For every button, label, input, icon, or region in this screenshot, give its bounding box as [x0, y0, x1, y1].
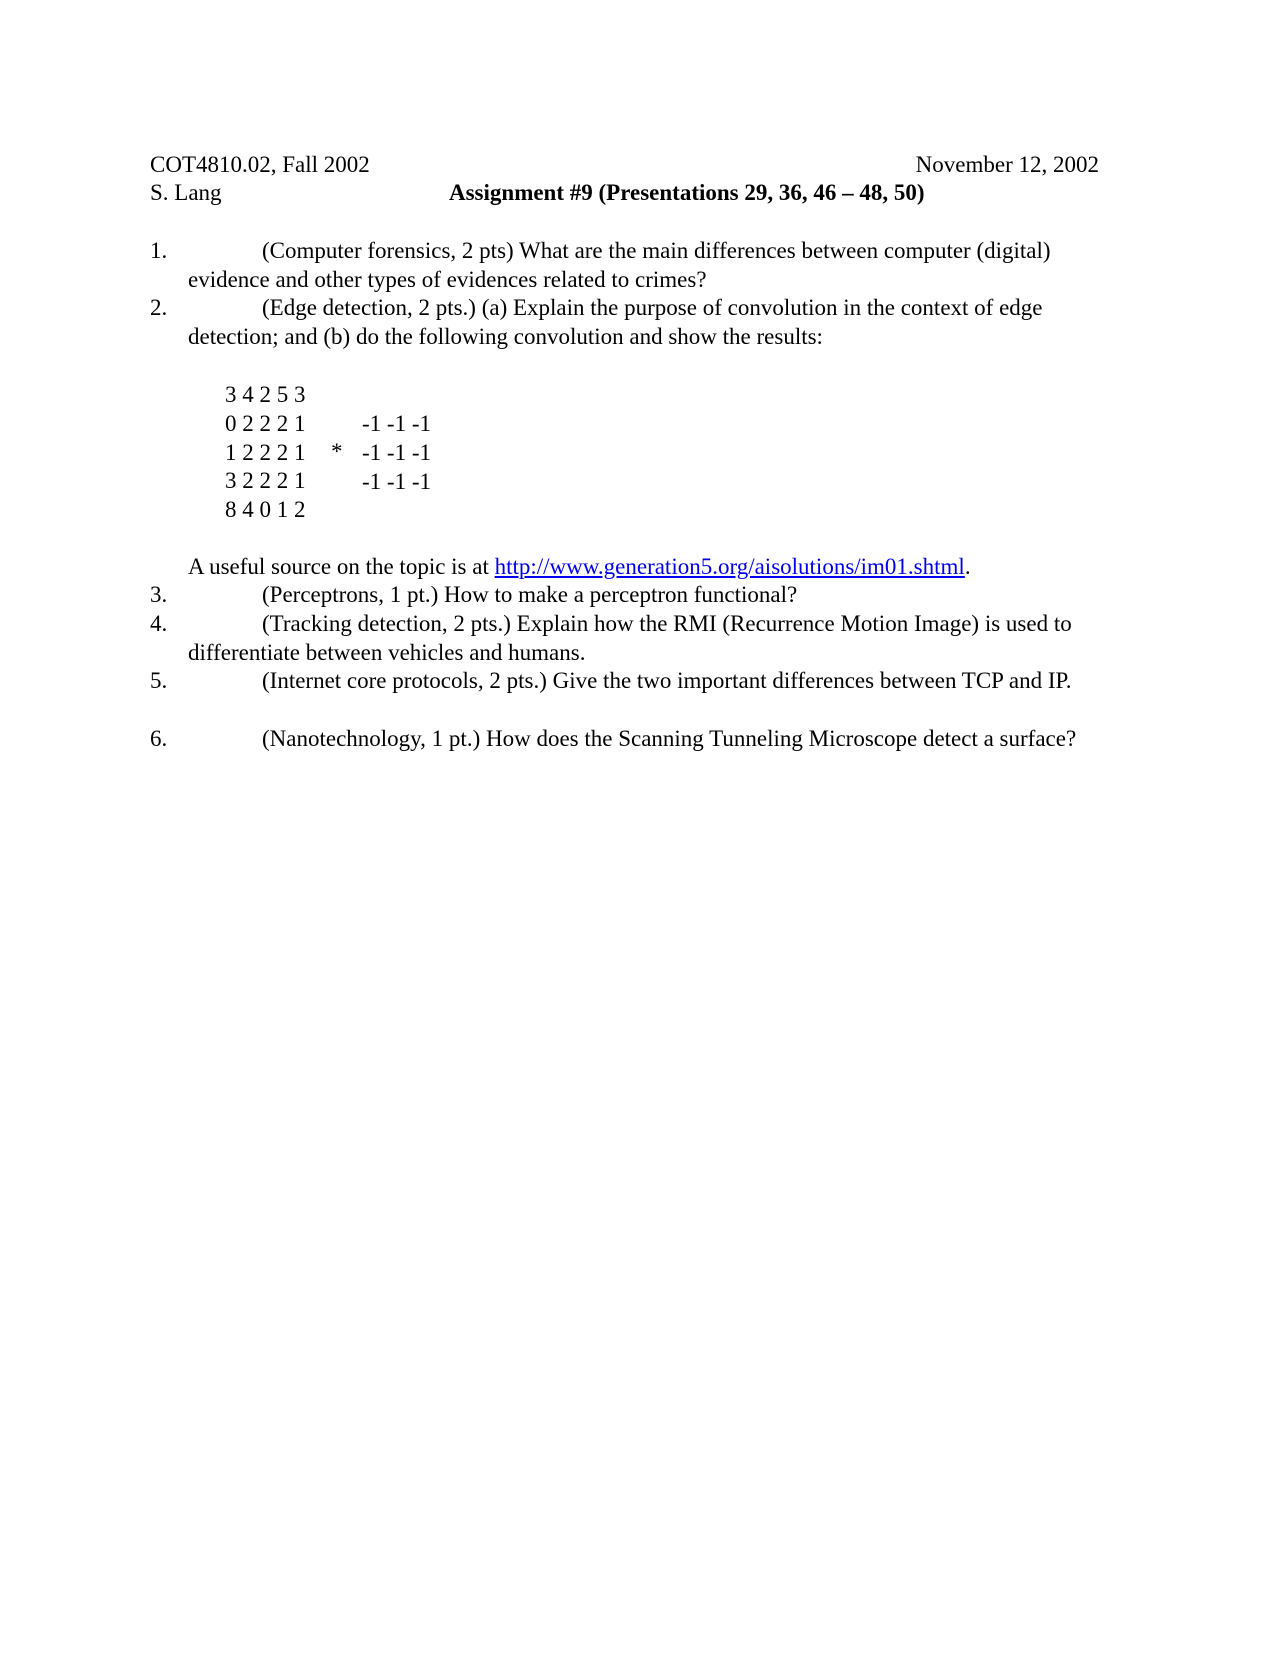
convolution-operator: *	[331, 439, 343, 464]
question-item	[150, 581, 1130, 610]
question-item	[150, 294, 1130, 351]
question-number: 3.	[150, 582, 168, 607]
question-text: (Computer forensics, 2 pts) What are the main differences between computer (digital) evidence and other types of evidences related to crimes?	[188, 238, 1051, 292]
matrix-row: 1 2 2 2 1	[225, 439, 306, 465]
kernel-row: -1 -1 -1	[362, 439, 431, 465]
question-text: (Perceptrons, 1 pt.) How to make a perceptron functional?	[262, 582, 798, 607]
source-link[interactable]: http://www.generation5.org/aisolutions/im01.shtml	[494, 554, 965, 579]
assignment-date: November 12, 2002	[915, 152, 1099, 177]
source-suffix: .	[964, 554, 971, 579]
question-text: (Tracking detection, 2 pts.) Explain how the RMI (Recurrence Motion Image) is used to differentiate between vehicles and humans.	[188, 611, 1072, 665]
question-item	[150, 237, 1130, 294]
input-matrix	[225, 381, 306, 525]
matrix-row: 0 2 2 2 1	[225, 410, 306, 436]
question-item	[150, 667, 1130, 696]
source-prefix: A useful source on the topic is at	[188, 554, 495, 579]
question-item	[150, 610, 1130, 667]
kernel-row: -1 -1 -1	[362, 468, 431, 494]
course-code: COT4810.02, Fall 2002	[150, 152, 370, 177]
matrix-row: 8 4 0 1 2	[225, 497, 306, 523]
kernel-row: -1 -1 -1	[362, 411, 431, 436]
question-text: (Edge detection, 2 pts.) (a) Explain the purpose of convolution in the context of edge detection; and (b) do the following convolution and show the results:	[188, 295, 1043, 349]
kernel-matrix	[362, 410, 431, 496]
question-number: 2.	[150, 295, 168, 320]
instructor-name: S. Lang	[150, 180, 222, 205]
matrix-row: 3 2 2 2 1	[225, 468, 306, 494]
question-number: 1.	[150, 238, 168, 263]
matrix-row: 3 4 2 5 3	[225, 382, 306, 407]
question-text: (Internet core protocols, 2 pts.) Give the two important differences between TCP and IP.	[262, 668, 1072, 693]
assignment-title: Assignment #9 (Presentations 29, 36, 46 – 48, 50)	[449, 180, 925, 205]
question-number: 4.	[150, 611, 168, 636]
question-item	[150, 725, 1130, 754]
question-text: (Nanotechnology, 1 pt.) How does the Scanning Tunneling Microscope detect a surface?	[262, 726, 1077, 751]
source-note	[188, 553, 971, 582]
question-number: 6.	[150, 726, 168, 751]
question-number: 5.	[150, 668, 168, 693]
